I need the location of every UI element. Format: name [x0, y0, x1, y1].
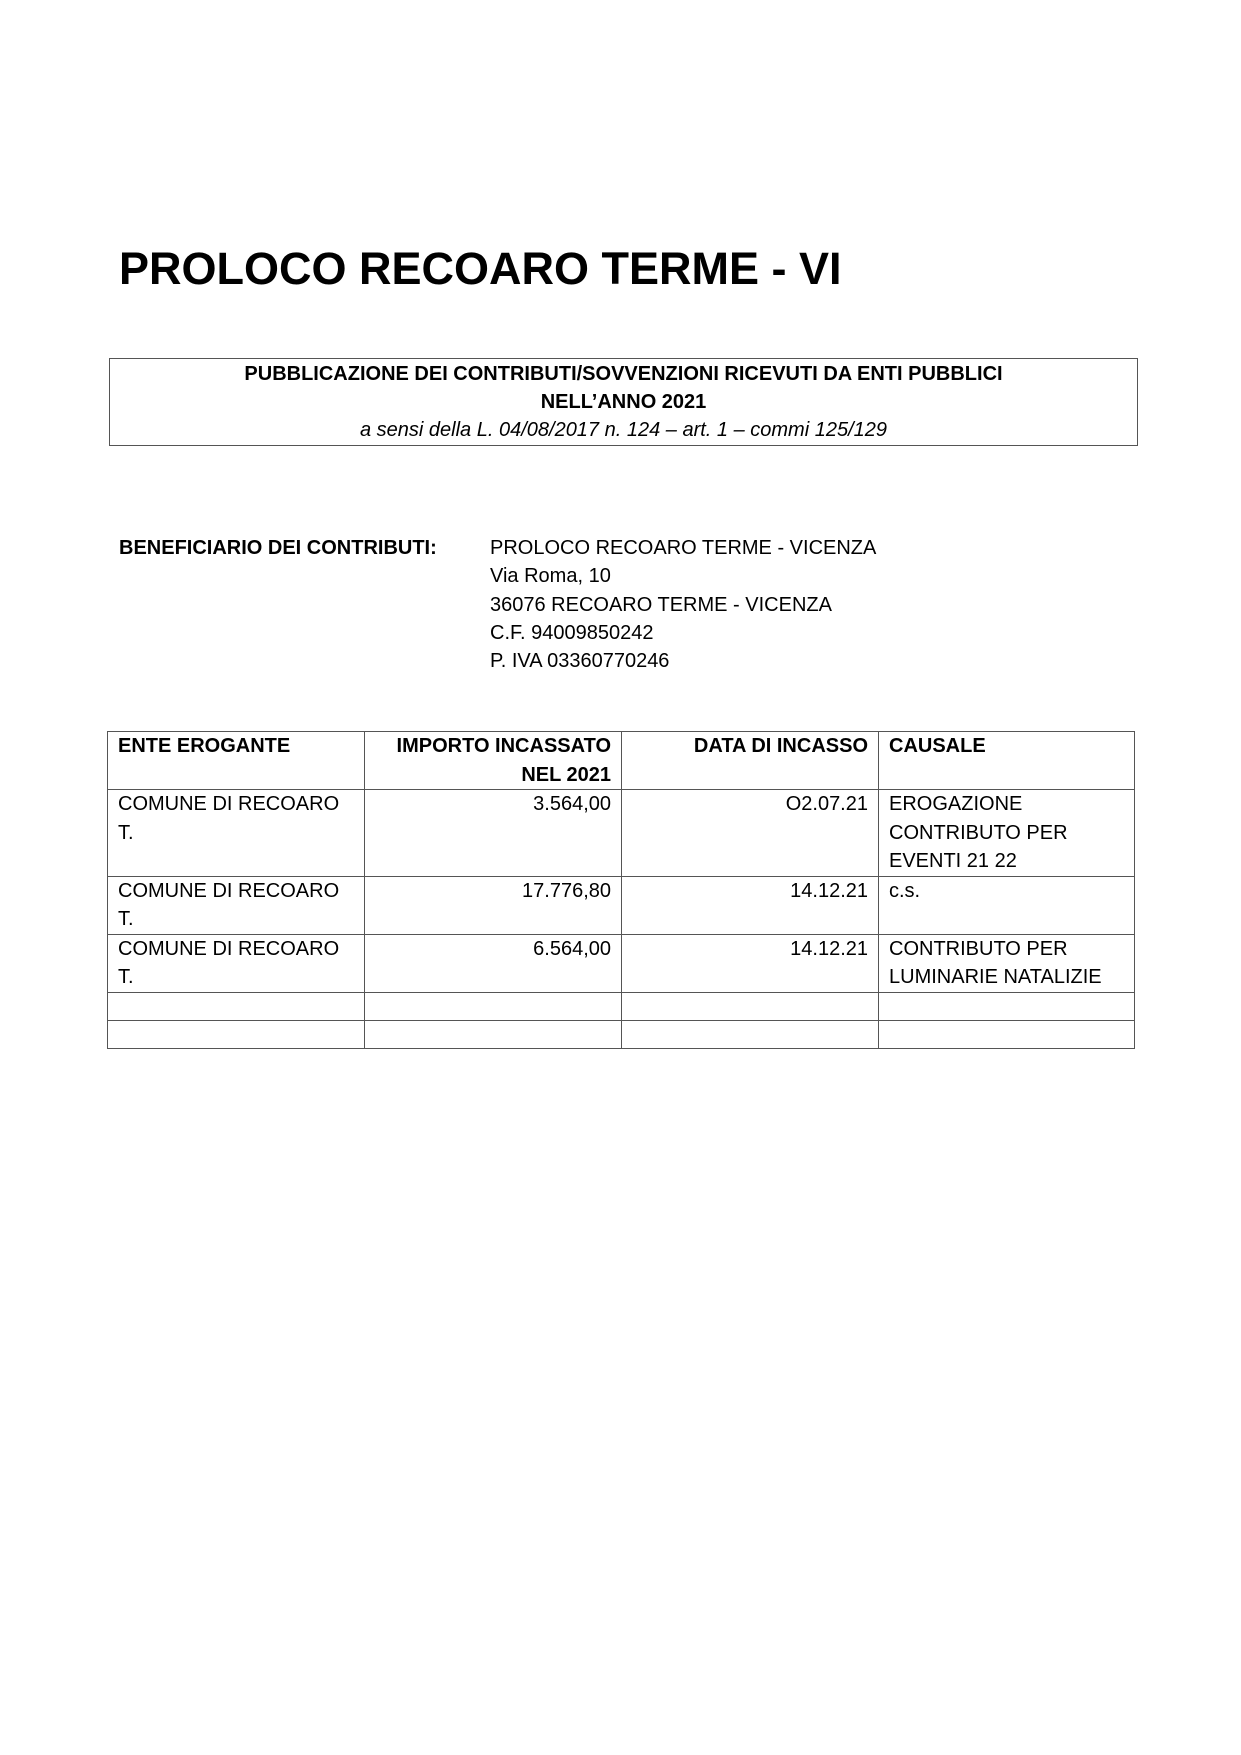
page-title: PROLOCO RECOARO TERME - VI [119, 243, 842, 294]
publication-legal-reference: a sensi della L. 04/08/2017 n. 124 – art. 1 – commi 125/129 [359, 419, 888, 441]
table-row [108, 934, 1135, 992]
beneficiary-city: 36076 RECOARO TERME - VICENZA [490, 593, 832, 616]
empty-cell [622, 1020, 879, 1048]
empty-table-row [108, 992, 1135, 1020]
beneficiary-fiscal-code: C.F. 94009850242 [490, 621, 654, 644]
publication-title: PUBBLICAZIONE DEI CONTRIBUTI/SOVVENZIONI RICEVUTI DA ENTI PUBBLICI [244, 363, 1003, 385]
empty-cell [879, 1020, 1135, 1048]
header-importo-incassato: IMPORTO INCASSATO NEL 2021 [365, 732, 622, 790]
beneficiary-details [490, 534, 876, 675]
table-header-row [108, 732, 1135, 790]
table-row [108, 790, 1135, 877]
contributions-table [107, 731, 1135, 1049]
table-row [108, 876, 1135, 934]
empty-cell [622, 992, 879, 1020]
header-data-incasso: DATA DI INCASSO [622, 732, 879, 790]
empty-cell [108, 992, 365, 1020]
beneficiary-label: BENEFICIARIO DEI CONTRIBUTI: [119, 537, 437, 559]
cell-causale: EROGAZIONE CONTRIBUTO PER EVENTI 21 22 [879, 790, 1135, 877]
cell-importo: 6.564,00 [365, 934, 622, 992]
publication-header-box [109, 358, 1138, 446]
beneficiary-vat: P. IVA 03360770246 [490, 650, 670, 673]
empty-cell [365, 1020, 622, 1048]
header-causale: CAUSALE [879, 732, 1135, 790]
cell-importo: 17.776,80 [365, 876, 622, 934]
cell-ente: COMUNE DI RECOARO T. [108, 934, 365, 992]
header-ente-erogante: ENTE EROGANTE [108, 732, 365, 790]
empty-cell [365, 992, 622, 1020]
publication-year: NELL’ANNO 2021 [540, 391, 707, 413]
empty-cell [108, 1020, 365, 1048]
cell-causale: CONTRIBUTO PER LUMINARIE NATALIZIE [879, 934, 1135, 992]
beneficiary-address: Via Roma, 10 [490, 565, 611, 588]
beneficiary-name: PROLOCO RECOARO TERME - VICENZA [490, 537, 877, 559]
cell-ente: COMUNE DI RECOARO T. [108, 790, 365, 877]
empty-cell [879, 992, 1135, 1020]
cell-ente: COMUNE DI RECOARO T. [108, 876, 365, 934]
cell-causale: c.s. [879, 876, 1135, 934]
cell-data: 14.12.21 [622, 876, 879, 934]
cell-data: O2.07.21 [622, 790, 879, 877]
cell-importo: 3.564,00 [365, 790, 622, 877]
empty-table-row [108, 1020, 1135, 1048]
cell-data: 14.12.21 [622, 934, 879, 992]
